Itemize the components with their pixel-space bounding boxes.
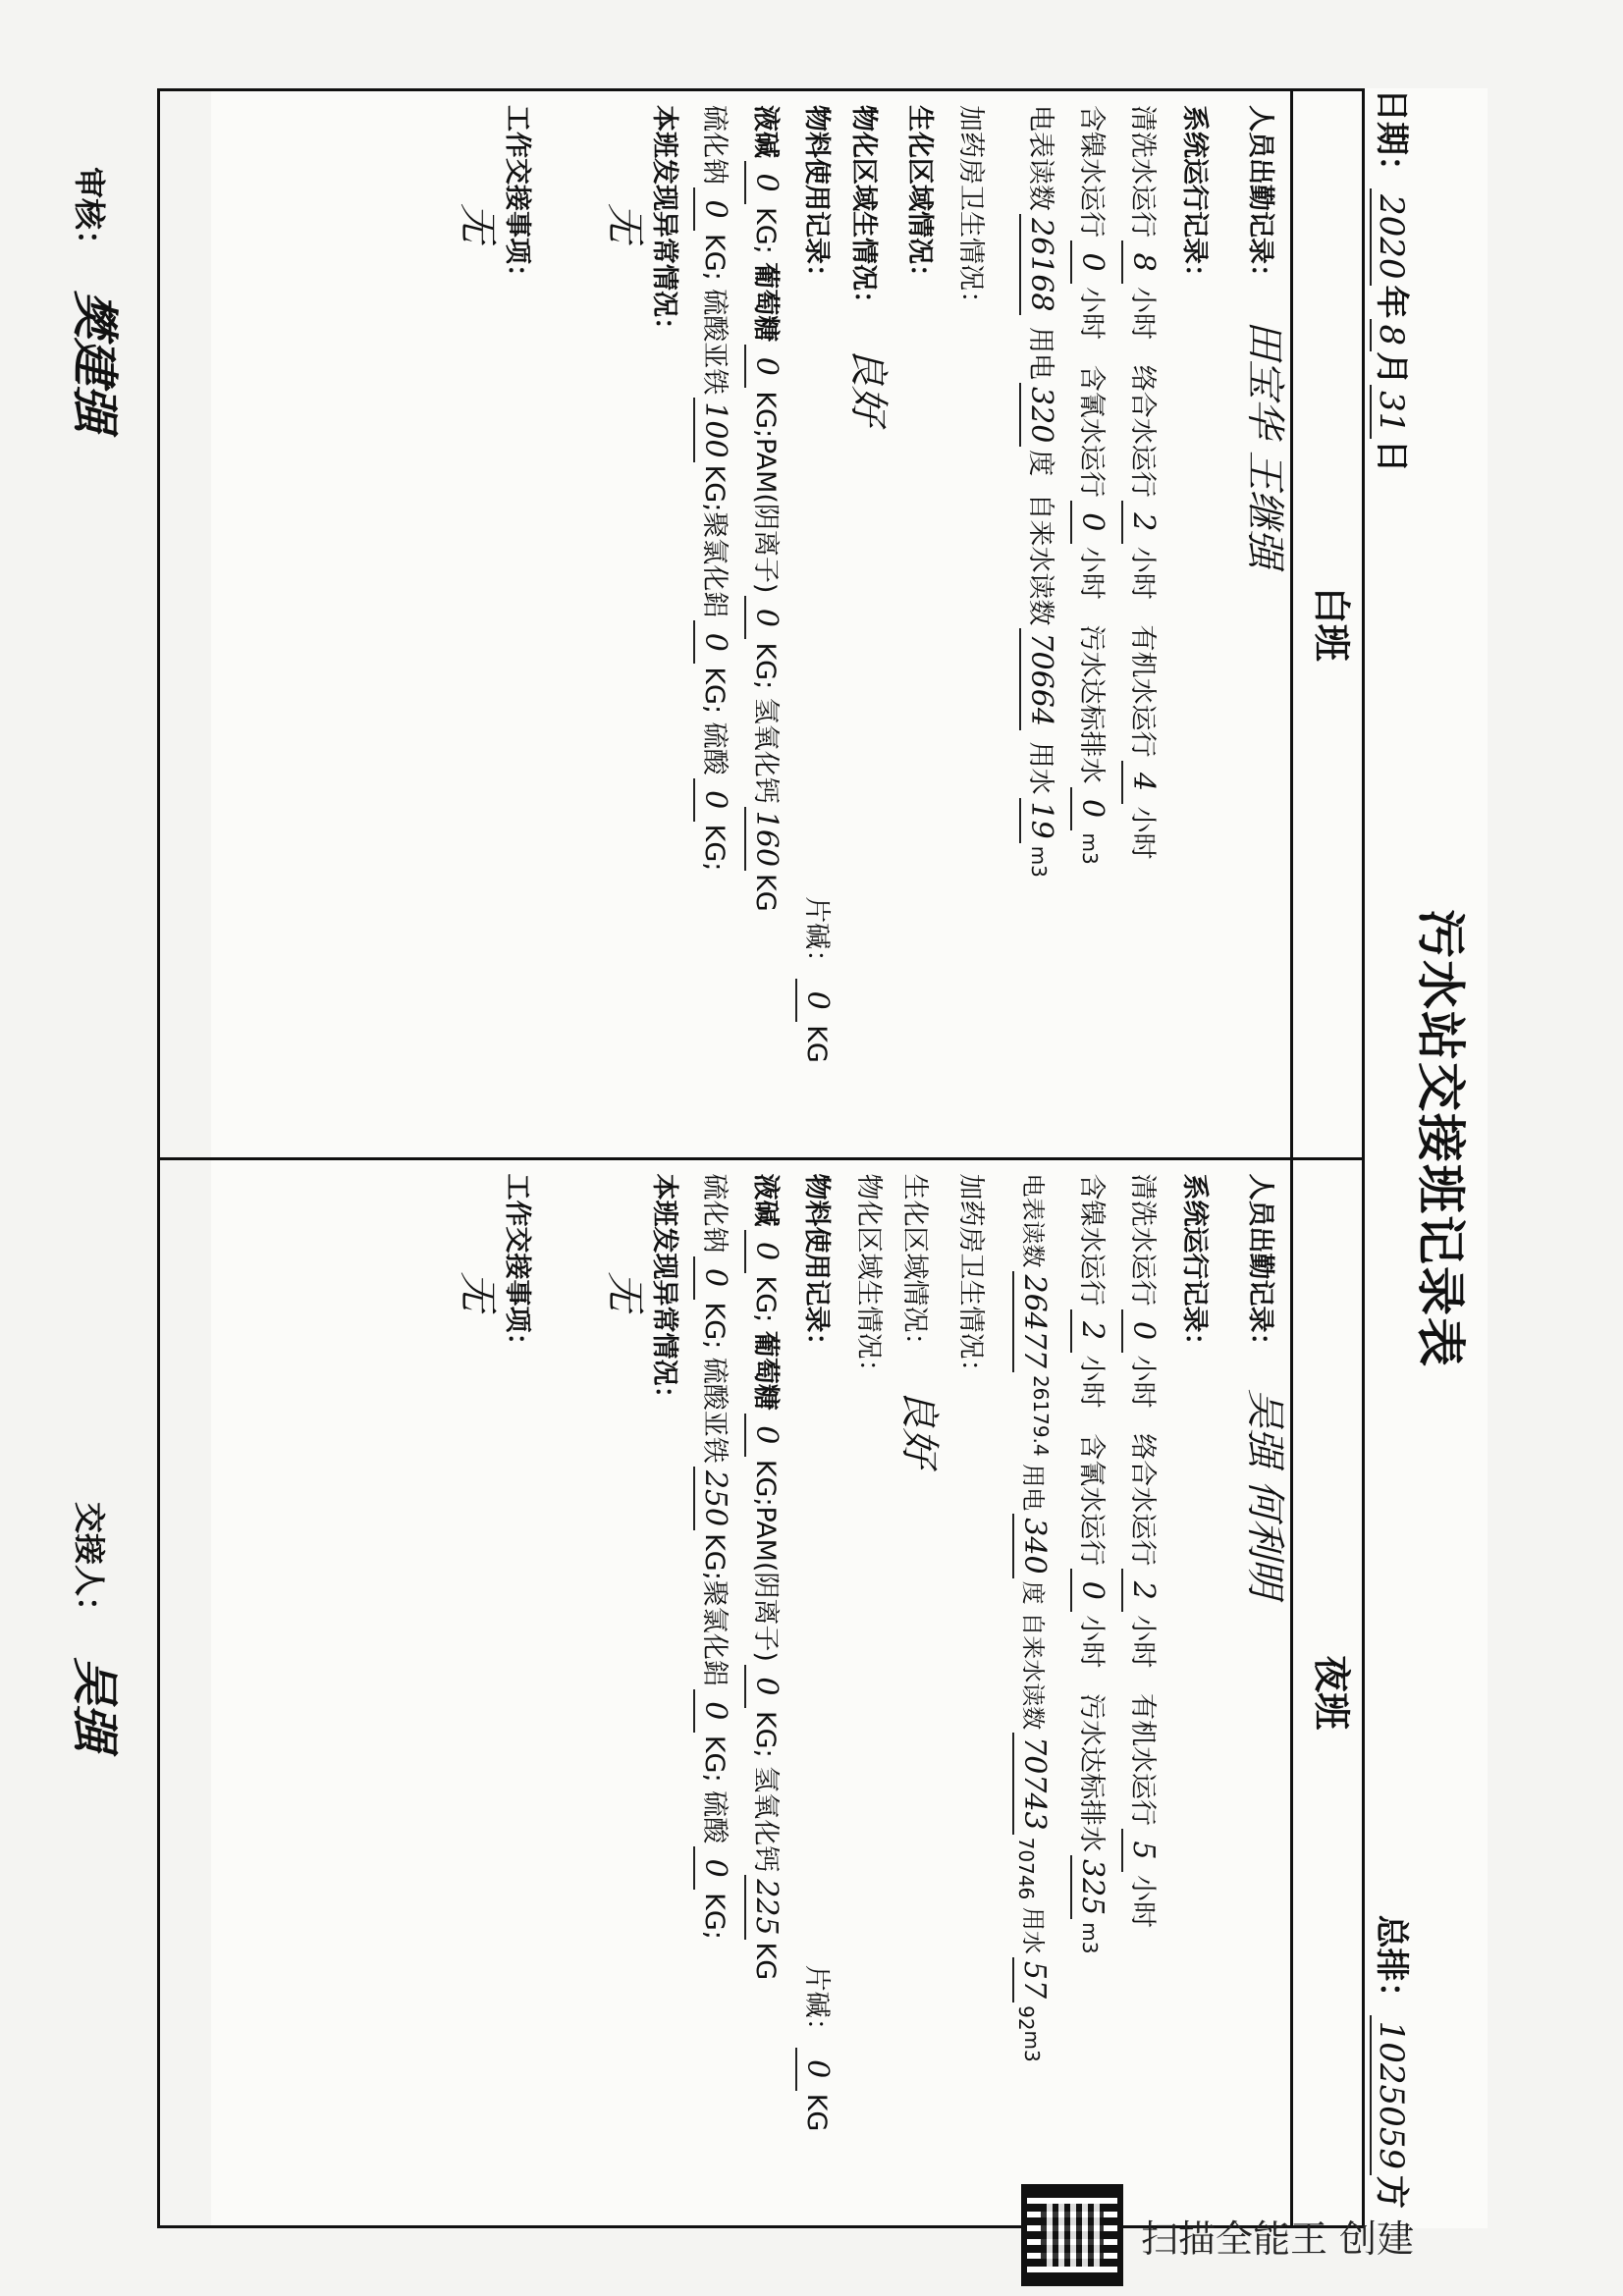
qr-code-icon	[1021, 2184, 1123, 2286]
night-handover: 工作交接事项： 无	[455, 1173, 532, 1360]
day-shift-header: 白班	[1292, 90, 1364, 1159]
date-year: 2020	[1370, 188, 1411, 286]
day-material-row-1: 物料使用记录： 片碱：0KG	[791, 91, 842, 1157]
day-abnormal: 本班发现异常情况： 无	[602, 105, 679, 344]
day-dosing-room: 加药房卫生情况：	[955, 105, 986, 317]
day-bio-area: 生化区域情况：	[904, 105, 935, 291]
night-shift-column	[159, 1158, 1292, 2227]
total-discharge: 总排：1025059方	[1372, 1914, 1411, 2209]
night-abnormal: 本班发现异常情况： 无	[602, 1173, 679, 1413]
record-table	[157, 88, 1365, 2228]
night-material-row-3: 硫化钠0KG; 硫酸亚铁250KG;聚氯化鋁0KG; 硫酸0KG;	[689, 1160, 740, 2226]
date-field: 日期：2020年8月31日	[1372, 88, 1411, 473]
reviewer-field: 审核：樊建强	[65, 167, 133, 432]
day-attendance: 人员出勤记录：田宝华 王继强	[1242, 105, 1287, 568]
date-day: 31	[1370, 385, 1411, 439]
handover-signature: 吴强	[67, 1657, 122, 1752]
night-shift-header: 夜班	[1292, 1158, 1364, 2227]
handover-sheet	[67, 88, 1488, 2228]
day-material-row-3: 硫化钠0KG; 硫酸亚铁100KG;聚氯化鋁0KG; 硫酸0KG;	[689, 91, 740, 1157]
night-system-label: 系统运行记录：	[1179, 1173, 1210, 1360]
night-meter-row: 电表读数$26477^{26179.4}$ 用电340度 自来水读数$70743_{70746}$ 用水$57_{92}m3$	[996, 1160, 1066, 2226]
night-phys-area: 物化区域生情况：	[853, 1173, 884, 1386]
day-run-row-2: 含镍水运行0小时 含氰水运行0小时 污水达标排水0m3	[1066, 91, 1117, 1157]
night-attendance: 人员出勤记录：吴强 何利明	[1242, 1173, 1287, 1598]
day-phys-area: 物化区域生情况：良好	[845, 105, 891, 425]
total-value: 1025059	[1370, 2015, 1411, 2175]
night-run-row-1: 清洗水运行0小时 络合水运行2小时 有机水运行5小时	[1117, 1160, 1168, 2226]
reviewer-signature: 樊建强	[67, 291, 122, 433]
day-run-row-1: 清洗水运行8小时 络合水运行2小时 有机水运行4小时	[1117, 91, 1168, 1157]
night-material-row-2: 液碱0KG; 葡萄糖0KG;PAM(阴离子)0KG; 氢氧化钙225KG	[740, 1160, 791, 2226]
day-system-label: 系统运行记录：	[1179, 105, 1210, 291]
day-shift-column	[159, 90, 1292, 1159]
night-material-row-1: 物料使用记录： 片碱：0KG	[791, 1160, 842, 2226]
date-month: 8	[1370, 319, 1411, 352]
watermark-text: 扫描全能王 创建	[1141, 2216, 1415, 2261]
day-handover: 工作交接事项： 无	[455, 105, 532, 291]
scanner-watermark	[1021, 2184, 1414, 2286]
night-run-row-2: 含镍水运行2小时 含氰水运行0小时 污水达标排水325m3	[1066, 1160, 1117, 2226]
handover-person-field: 交接人：吴强	[65, 1502, 133, 1751]
night-bio-area: 生化区域情况：良好	[896, 1173, 942, 1468]
day-meter-row: 电表读数26168 用电320度 自来水读数70664 用水19m3	[996, 91, 1066, 1157]
night-dosing-room: 加药房卫生情况：	[955, 1173, 986, 1386]
day-material-row-2: 液碱0KG; 葡萄糖0KG;PAM(阴离子)0KG; 氢氧化钙160KG	[740, 91, 791, 1157]
page-title: 污水站交接班记录表	[1412, 909, 1469, 1368]
